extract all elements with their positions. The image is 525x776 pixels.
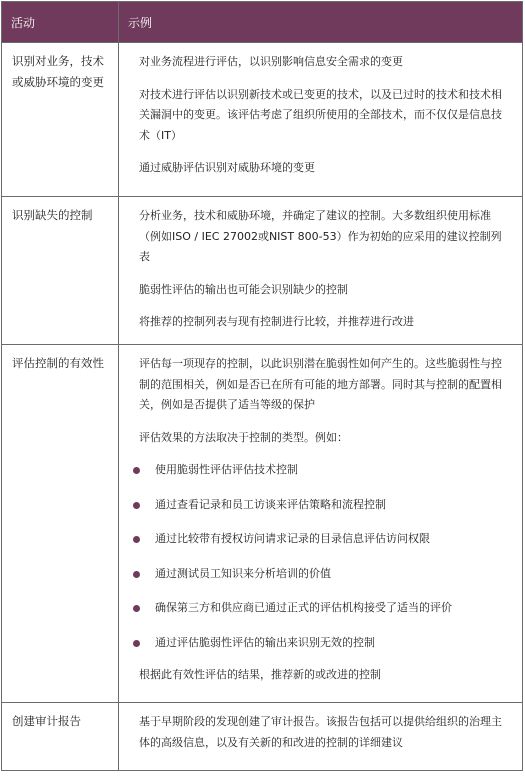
list-item-text: 通过评估脆弱性评估的输出来识别无效的控制	[155, 635, 375, 649]
example-cell	[119, 43, 523, 197]
activity-cell: 评估控制的有效性	[2, 345, 119, 703]
list-item-text: 通过比较带有授权访问请求记录的目录信息评估访问权限	[155, 532, 430, 545]
bullet-dot-icon	[133, 467, 140, 474]
list-item	[139, 495, 512, 516]
list-item	[139, 460, 512, 481]
bullet-dot-icon	[133, 605, 140, 612]
example-cell	[119, 197, 523, 345]
example-paragraph: 脆弱性评估的输出也可能会识别缺少的控制	[139, 282, 348, 296]
activity-cell: 识别缺失的控制	[2, 197, 119, 345]
list-item	[139, 598, 512, 619]
example-paragraph: 通过威胁评估识别对威胁环境的变更	[139, 161, 315, 174]
header-activity: 活动	[2, 2, 119, 43]
example-paragraph: 将推荐的控制列表与现有控制进行比较，并推荐进行改进	[139, 315, 414, 328]
bullet-dot-icon	[133, 571, 140, 578]
table-row	[2, 703, 523, 771]
table-row	[2, 197, 523, 345]
list-item	[139, 564, 512, 585]
list-item-text: 使用脆弱性评估评估技术控制	[155, 463, 298, 476]
example-paragraph: 评估每一项现存的控制，以此识别潜在脆弱性如何产生的。这些脆弱性与控制的范围相关，例如是否已在所有可能的地方部署。同时其与控制的配置相关，例如是否提供了适当等级的保护	[139, 357, 502, 411]
list-item	[139, 633, 512, 654]
list-item-text: 通过测试员工知识来分析培训的价值	[155, 566, 331, 580]
example-paragraph: 基于早期阶段的发现创建了审计报告。该报告包括可以提供给组织的治理主体的高级信息，以及有关新的和改进的控制的详细建议	[139, 715, 502, 749]
example-paragraph: 对业务流程进行评估，以识别影响信息安全需求的变更	[139, 55, 403, 68]
example-cell	[119, 703, 523, 771]
table-header-row	[2, 2, 523, 43]
bullet-dot-icon	[133, 640, 140, 647]
example-cell	[119, 345, 523, 703]
example-paragraph: 分析业务，技术和威胁环境，并确定了建议的控制。大多数组织使用标准（例如ISO / IEC 27002或NIST 800-53）作为初始的应采用的建议控制列表	[139, 209, 502, 263]
activity-cell: 识别对业务，技术或威胁环境的变更	[2, 43, 119, 197]
example-paragraph: 评估效果的方法取决于控制的类型。例如：	[139, 430, 348, 444]
activity-table	[1, 1, 523, 771]
list-item-text: 通过查看记录和员工访谈来评估策略和流程控制	[155, 497, 386, 511]
activity-cell: 创建审计报告	[2, 703, 119, 771]
example-bullet-list	[139, 460, 512, 653]
example-paragraph: 根据此有效性评估的结果，推荐新的或改进的控制	[139, 668, 381, 681]
header-example: 示例	[119, 2, 523, 43]
list-item	[139, 529, 512, 550]
list-item-text: 确保第三方和供应商已通过正式的评估机构接受了适当的评价	[155, 601, 452, 614]
bullet-dot-icon	[133, 502, 140, 509]
table-row	[2, 43, 523, 197]
example-paragraph: 对技术进行评估以识别新技术或已变更的技术，以及已过时的技术和技术相关漏洞中的变更。该评估考虑了组织所使用的全部技术，而不仅仅是信息技术（IT）	[139, 87, 502, 142]
table-row	[2, 345, 523, 703]
bullet-dot-icon	[133, 536, 140, 543]
